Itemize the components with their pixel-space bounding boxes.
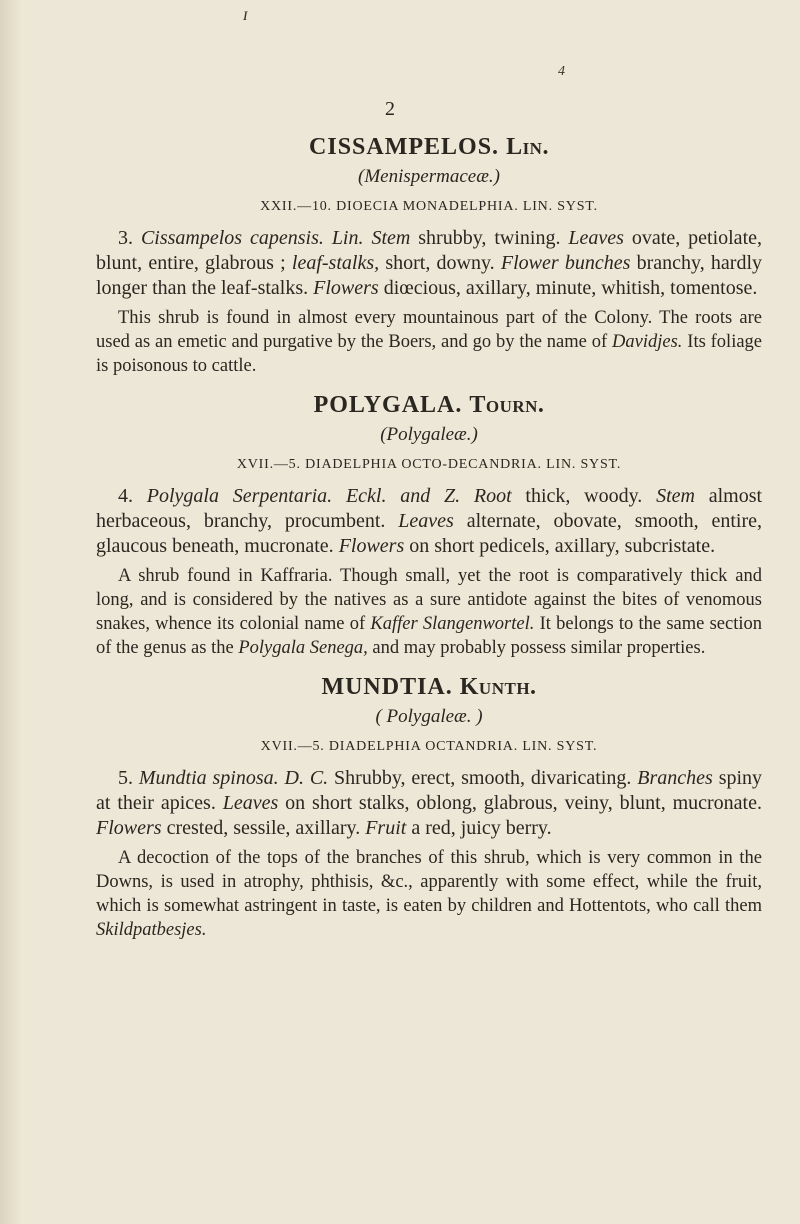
part-text: almost herbaceous, branchy, procumbent. xyxy=(96,485,763,532)
part-text: ovate, petiolate, blunt, entire, glabrous ; xyxy=(96,227,762,274)
genus-heading xyxy=(96,130,762,164)
species-number: 4. xyxy=(118,485,133,507)
species-number: 5. xyxy=(118,767,133,789)
part-text: alternate, obovate, smooth, entire, glaucous beneath, mucronate. xyxy=(96,510,763,557)
part-label: Fruit xyxy=(365,817,407,839)
part-text: a red, juicy berry. xyxy=(411,817,552,839)
page-gutter xyxy=(0,0,22,1224)
species-authority: D. C. xyxy=(284,767,329,789)
family-name: (Menispermaceæ.) xyxy=(358,166,500,187)
note-italic: Polygala Senega, xyxy=(238,638,368,658)
part-text: Shrubby, erect, smooth, divaricating. xyxy=(334,767,632,789)
note-text: Its foliage is poisonous to cattle. xyxy=(96,332,763,376)
page-content xyxy=(96,130,762,942)
genus-author: Lin. xyxy=(506,134,549,160)
genus-name: CISSAMPELOS. xyxy=(309,134,500,160)
note-text: and may probably possess similar properties. xyxy=(372,638,706,658)
species-name: Polygala Serpentaria. xyxy=(146,485,333,507)
page-number: 2 xyxy=(385,98,395,120)
part-label: Branches xyxy=(637,767,713,789)
linnaean-system: XXII.—10. DIOECIA MONADELPHIA. LIN. SYST. xyxy=(260,199,598,214)
stray-ink-mark: ɪ xyxy=(243,4,248,24)
part-label: Leaves xyxy=(568,227,624,249)
genus-heading xyxy=(96,670,762,704)
note-italic: Kaffer Slangenwortel. xyxy=(370,614,535,634)
part-label: Leaves xyxy=(398,510,454,532)
linnaean-system: XVII.—5. DIADELPHIA OCTO-DECANDRIA. LIN. SYST. xyxy=(236,457,622,472)
part-text: branchy, hardly longer than the leaf-stalks. xyxy=(96,252,763,299)
species-name: Cissampelos capensis. xyxy=(140,227,324,249)
species-note xyxy=(96,306,762,378)
part-label: Flowers xyxy=(96,817,162,839)
part-text: crested, sessile, axillary. xyxy=(166,817,361,839)
species-authority: Lin. xyxy=(331,227,364,249)
species-note xyxy=(96,846,762,942)
part-label: Stem xyxy=(656,485,695,507)
genus-author: Tourn. xyxy=(469,392,545,418)
part-label: Leaves xyxy=(222,792,279,814)
species-description xyxy=(96,226,762,301)
linnaean-system: XVII.—5. DIADELPHIA OCTANDRIA. LIN. SYST. xyxy=(260,739,598,754)
part-text: thick, woody. xyxy=(525,485,643,507)
note-text: A decoction of the tops of the branches of this shrub, which is very common in the Downs, is used in atrophy, phthisis, &c., apparently with some effect, while the fruit, which is somewhat astringent in taste, is eaten by children and Hottentots, who call them xyxy=(96,848,762,916)
part-text: on short pedicels, axillary, subcristate. xyxy=(409,535,716,557)
genus-heading xyxy=(96,388,762,422)
corner-mark: 4 xyxy=(558,64,565,79)
note-italic: Skildpatbesjes. xyxy=(96,920,207,940)
species-description xyxy=(96,484,762,559)
part-label: Root xyxy=(473,485,512,507)
part-label: Flower bunches xyxy=(500,252,631,274)
species-note xyxy=(96,564,762,660)
genus-section-cissampelos xyxy=(96,130,762,378)
note-text: This shrub is found in almost every mountainous part of the Colony. The roots are used as an emetic and purgative by the Boers, and go by the name of xyxy=(96,308,762,352)
genus-name: MUNDTIA. xyxy=(321,674,453,700)
part-label: Flowers xyxy=(338,535,405,557)
genus-section-mundtia xyxy=(96,670,762,942)
species-number: 3. xyxy=(118,227,133,249)
part-text: spiny at their apices. xyxy=(96,767,763,814)
note-text: It belongs to the same section of the genus as the xyxy=(96,614,763,658)
species-description xyxy=(96,766,762,841)
note-text: A shrub found in Kaffraria. Though small, yet the root is comparatively thick and long, and is considered by the natives as a sure antidote against the bites of venomous snakes, whence its colonial name of xyxy=(96,566,762,634)
part-text: on short stalks, oblong, glabrous, veiny, blunt, mucronate. xyxy=(285,792,762,814)
part-text: short, downy. xyxy=(385,252,495,274)
species-authority: Eckl. and Z. xyxy=(345,485,461,507)
part-label: Flowers xyxy=(313,277,379,299)
part-label: Stem xyxy=(371,227,411,249)
part-text: shrubby, twining. xyxy=(418,227,561,249)
family-name: (Polygaleæ.) xyxy=(380,424,478,445)
note-italic: Davidjes. xyxy=(612,332,683,352)
part-text: diœcious, axillary, minute, whitish, tomentose. xyxy=(383,277,758,299)
part-label: leaf-stalks, xyxy=(291,252,380,274)
genus-name: POLYGALA. xyxy=(313,392,463,418)
genus-section-polygala xyxy=(96,388,762,660)
genus-author: Kunth. xyxy=(459,674,537,700)
family-name: ( Polygaleæ. ) xyxy=(375,706,483,727)
species-name: Mundtia spinosa. xyxy=(138,767,279,789)
